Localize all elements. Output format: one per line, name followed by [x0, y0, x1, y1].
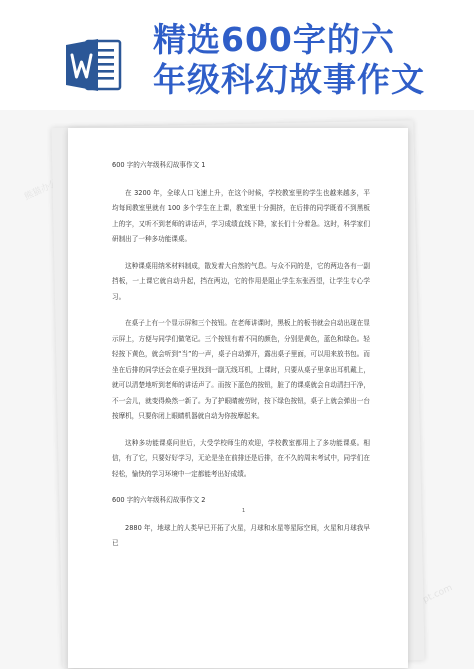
header: [0, 0, 474, 110]
page-number: 1: [242, 508, 246, 514]
paragraph: 2880 年，地球上的人类早已开拓了火星，月球和水星等星际空间，火星和月球我早已: [112, 523, 370, 547]
watermark: tukuppt.com: [398, 583, 455, 617]
watermark: 熊猫办公: [23, 178, 60, 203]
title-line-2: 年级科幻故事作文: [153, 60, 425, 99]
page-title: [153, 20, 473, 100]
document-body: [112, 158, 370, 563]
paragraph: 在 3200 年，全球人口飞速上升，在这个时候，学校教室里的学生也越来越多，平均每间教室里就有 100 多个学生在上课，教室里十分拥挤，在后排的同学既看不到黑板上的字，又听不到老师的讲话声，学习成绩直线下降，家长们十分着急。这时，科学家们研制出了一种多功能课桌。: [112, 188, 370, 243]
paragraph: 这种课桌用纳米材料制成，散发着大自然的气息。与众不同的是，它的两边各有一副挡板，一上课它就自动升起，挡在两边，它的作用是阻止学生东张西望，让学生专心学习。: [112, 261, 370, 301]
essay-heading-2: 600 字的六年级科幻故事作文 2: [112, 496, 206, 504]
title-line-1: 精选600字的六: [153, 20, 395, 59]
essay-heading-1: 600 字的六年级科幻故事作文 1: [112, 161, 206, 169]
word-document-icon: [64, 35, 124, 95]
paragraph: 在桌子上有一个显示屏和三个按钮。在老师讲课时，黑板上的板书就会自动出现在显示屏上，方便与同学们做笔记。三个按钮有着不同的颜色，分别是黄色，蓝色和绿色。轻轻按下黄色，就会听到“当”的一声，桌子自动弹开，露出桌子里面，可以用来放书包。而坐在后排的同学还会在桌子里找到一副无线耳机，上课时，只要从桌子里拿出耳机戴上，就可以清楚地听到老师的讲话声了。而按下蓝色的按钮，脏了的课桌就会自动清扫干净，不一会儿，就变得焕然一新了。为了护眼睛疲劳时，按下绿色按钮，桌子上就会弹出一台按摩机，只要你闭上眼睛机器就自动为你按摩起来。: [112, 319, 370, 420]
document-page: [68, 128, 408, 668]
paragraph: 这种多功能课桌问世后，大受学校师生的欢迎，学校教室都用上了多功能课桌。相信，有了它，只要好好学习，无论是坐在前排还是后排，在不久的周末考试中，同学们在轻松，愉快的学习环境中一定都能考出好成绩。: [112, 438, 370, 478]
